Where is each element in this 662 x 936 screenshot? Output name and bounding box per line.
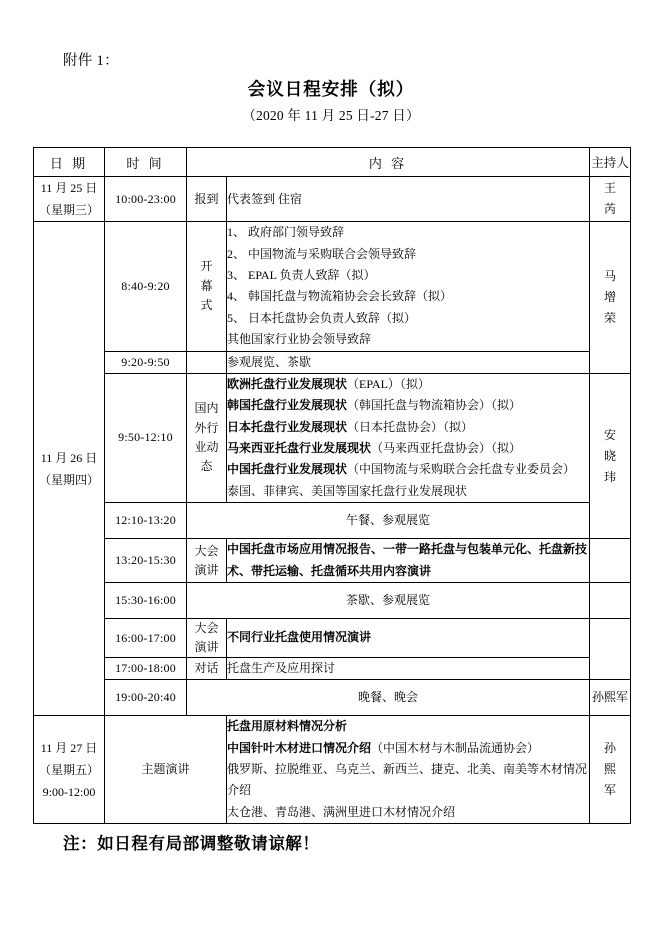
content-cell-keynote1: 中国托盘市场应用情况报告、一带一路托盘与包装单元化、托盘新技术、带托运输、托盘循环共用内容演讲 — [227, 539, 590, 583]
table-row — [34, 680, 631, 716]
content-cell: 托盘生产及应用探讨 — [227, 657, 590, 679]
time-cell: 13:20-15:30 — [105, 539, 187, 583]
content-cell: 代表签到 住宿 — [227, 177, 590, 222]
date-cell-day2: 11 月 26 日 （星期四） — [34, 222, 105, 716]
table-row — [34, 716, 631, 824]
industry-line: 中国托盘行业发展现状（中国物流与采购联合会托盘专业委员会） — [227, 462, 576, 477]
content-cell-day3 — [227, 716, 590, 824]
day3-line: 中国针叶木材进口情况介绍（中国木材与木制品流通协会） — [227, 740, 540, 755]
host-cell-day3: 孙 熙 军 — [590, 716, 631, 824]
time-cell: 17:00-18:00 — [105, 657, 187, 679]
day3-line: 托盘用原材料情况分析 — [227, 719, 348, 734]
table-row — [34, 583, 631, 619]
time-cell: 19:00-20:40 — [105, 680, 187, 716]
session-label: 对话 — [187, 657, 227, 679]
table-row — [34, 539, 631, 583]
column-header-date: 日 期 — [34, 148, 105, 177]
footer-note: 注：如日程有局部调整敬请谅解！ — [63, 834, 320, 853]
industry-line: 泰国、菲律宾、美国等国家托盘行业发展现状 — [227, 483, 468, 498]
content-cell-industry — [227, 373, 590, 502]
session-label-industry: 国内 外行 业动 态 — [187, 373, 227, 502]
time-cell: 10:00-23:00 — [105, 177, 187, 222]
content-cell-lunch: 午餐、参观展览 — [187, 503, 590, 539]
host-cell-empty — [590, 619, 631, 680]
session-label-day3: 主题演讲 — [105, 716, 227, 824]
table-row — [34, 503, 631, 539]
time-cell: 8:40-9:20 — [105, 222, 187, 351]
content-cell-dinner: 晚餐、晚会 — [187, 680, 590, 716]
column-header-host: 主持人 — [590, 148, 631, 177]
table-row — [34, 177, 631, 222]
host-cell-day2-c: 孙熙军 — [590, 680, 631, 716]
column-header-time: 时 间 — [105, 148, 187, 177]
time-cell: 15:30-16:00 — [105, 583, 187, 619]
table-row — [34, 222, 631, 351]
day3-line: 太仓港、青岛港、满洲里进口木材情况介绍 — [227, 804, 456, 819]
day3-line: 俄罗斯、拉脱维亚、乌克兰、新西兰、捷克、北美、南美等木材情况介绍 — [227, 762, 588, 798]
industry-line: 日本托盘行业发展现状（日本托盘协会）（拟） — [227, 419, 474, 434]
date-cell-day1: 11 月 25 日 （星期三） — [34, 177, 105, 222]
session-label-keynote1: 大会 演讲 — [187, 539, 227, 583]
host-cell-day2-a: 马 增 荣 — [590, 222, 631, 374]
session-label-opening: 开 幕 式 — [187, 222, 227, 351]
industry-line: 韩国托盘行业发展现状（韩国托盘与物流箱协会）（拟） — [227, 398, 522, 413]
table-row — [34, 351, 631, 373]
industry-line: 马来西亚托盘行业发展现状（马来西亚托盘协会）（拟） — [227, 440, 522, 455]
time-cell: 9:20-9:50 — [105, 351, 187, 373]
time-cell: 16:00-17:00 — [105, 619, 187, 657]
industry-line: 欧洲托盘行业发展现状（EPAL）（拟） — [227, 376, 430, 391]
table-row — [34, 373, 631, 502]
date-cell-day3: 11 月 27 日 （星期五） 9:00-12:00 — [34, 716, 105, 824]
agenda-table — [33, 147, 631, 824]
host-cell-empty — [590, 583, 631, 619]
table-row — [34, 619, 631, 657]
content-cell: 参观展览、茶歇 — [227, 351, 590, 373]
table-row — [34, 657, 631, 679]
attachment-label: 附件 1： — [63, 53, 119, 69]
table-header-row — [34, 148, 631, 177]
content-cell-opening: 1、 政府部门领导致辞 2、 中国物流与采购联合会领导致辞 3、 EPAL 负责人致辞（拟） 4、 韩国托盘与物流箱协会会长致辞（拟） 5、 日本托盘协会负责人致辞（拟） 其他国家行业协会领导致辞 — [227, 222, 590, 351]
time-cell: 12:10-13:20 — [105, 503, 187, 539]
host-cell-empty — [590, 539, 631, 583]
page-subtitle: （2020 年 11 月 25 日-27 日） — [242, 108, 420, 123]
session-label — [187, 351, 227, 373]
session-label-keynote2: 大会 演讲 — [187, 619, 227, 657]
session-label: 报到 — [187, 177, 227, 222]
page-title: 会议日程安排（拟） — [247, 79, 415, 99]
host-cell-day2-b: 安 晓 玮 — [590, 373, 631, 539]
time-cell: 9:50-12:10 — [105, 373, 187, 502]
content-cell-break2: 茶歇、参观展览 — [187, 583, 590, 619]
host-cell-day1: 王 芮 — [590, 177, 631, 222]
column-header-content: 内 容 — [187, 148, 590, 177]
content-cell-keynote2: 不同行业托盘使用情况演讲 — [227, 619, 590, 657]
